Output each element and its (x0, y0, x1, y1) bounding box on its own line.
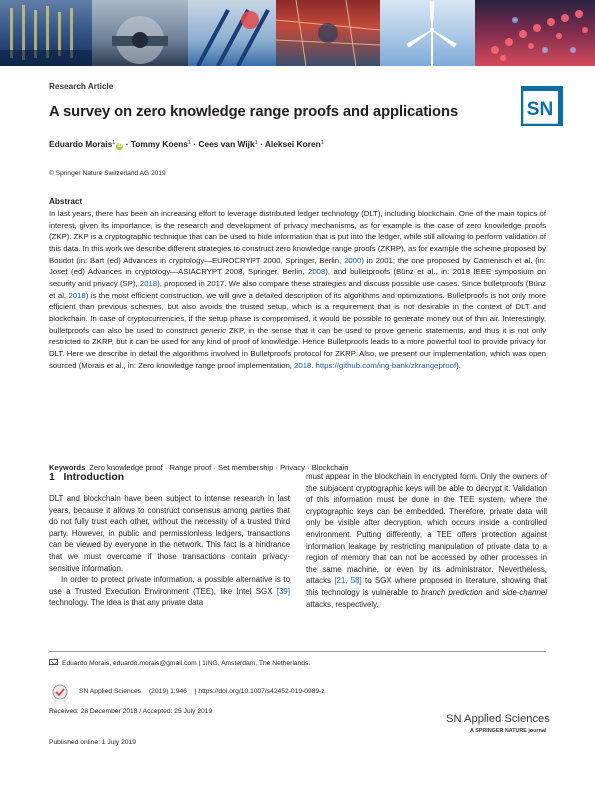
citation-link[interactable]: [21, 58] (334, 576, 362, 586)
doi-link[interactable]: | https://doi.org/10.1007/s42452-019-0989-z (194, 688, 325, 695)
author-name[interactable]: Aleksei Koren (264, 139, 321, 149)
keywords (49, 463, 348, 472)
abstract-heading: Abstract (49, 197, 83, 206)
citation-link[interactable]: 2000 (344, 255, 362, 265)
sn-journal-logo[interactable] (521, 86, 563, 126)
body-column-left (49, 493, 290, 609)
affiliation-note: 1ING, Amsterdam, The Netherlands. (202, 660, 311, 667)
paragraph: In order to protect private information, a possible alternative is to use a Trusted Execution Environment (TEE), like Intel SGX [39] technology. The idea is that any private data (49, 575, 290, 608)
corresponding-author-footnote: Eduardo Morais, eduardo.morais@gmail.com | 1ING, Amsterdam, The Netherlands. (49, 659, 310, 667)
banner-image-machine (92, 0, 188, 66)
banner-image-molecules (475, 0, 595, 66)
paragraph: must appear in the blockchain in encrypted form. Only the owners of the subjacent cryptographic keys will be able to decrypt it. Validation of this information must be done in the TEE system, where the cryptographic keys can be embedded. Therefore, private data will only be visible after decryption, which occurs inside a controlled environment. Putting differently, a TEE offers protection against information leakage by restricting manipulation of private data to a region of memory that can not be accessed by other processes in the same machine, or even by its administrator. Nevertheless, attacks [21, 58] to SGX where proposed in literature, showing that this technology is vulnerable to branch prediction and side-channel attacks, respectively. (306, 472, 547, 609)
received-accepted-dates: Received: 28 December 2018 / Accepted: 25 July 2019 (49, 708, 213, 715)
banner-image-lab (0, 0, 92, 66)
envelope-icon (49, 659, 58, 665)
affiliation-marker: 1 (254, 140, 258, 146)
citation-line (79, 688, 331, 695)
banner-image-pipes (188, 0, 276, 66)
github-link[interactable]: https://github.com/ing-bank/zkrangeproof (315, 360, 457, 370)
affiliation-marker: 1 (112, 140, 116, 146)
citation-link[interactable]: 2018 (294, 360, 312, 370)
abstract-body: In last years, there has been an increasing effort to leverage distributed ledger technology (DLT), including blockchain. One of the main topics of interest, given its importance, is the research and development of privacy mechanisms, as for example is the case of zero knowledge proofs (ZKP). ZKP is a cryptographic technique that can be used to hide information that is put into the ledger, while still allowing to perform validation of this data. In this work we describe different strategies to construct zero knowledge range proofs (ZKRP), as for example the scheme proposed by Boudot (in: Bart (ed) Advances in cryptology—EUROCRYPT 2000, Springer, Berlin, 2000) in 2001; the one proposed by Camenisch et al. (in: Josef (ed) Advances in cryptology—ASIACRYPT 2008, Springer, Berlin, 2008), and bulletproofs (Bünz et al., in: 2018 IEEE symposium on security and privacy (SP), 2018), proposed in 2017. We also compare these strategies and discuss possible use cases. Since bulletproofs (Bünz et al. 2018) is the most efficient construction, we will give a detailed description of its algorithms and optimizations. Bulletproofs is not only more efficient than previous schemes, but also avoids the trusted setup, which is a requirement that is not desirable in the context of DLT and blockchain. In case of cryptocurrencies, if the setup phase is compromised, it would be possible to generate money out of thin air. Interestingly, bulletproofs can also be used to construct generic ZKP, in the sense that it can be used to prove generic statements, and thus it is not only restricted to ZKRP, but it can be used for any kind of proof of knowledge. Hence Bulletproofs leads to a more powerful tool to provide privacy for DLT. Here we describe in detail the algorithms involved in Bulletproofs protocol for ZKRP. Also, we present our implementation, which was open sourced (Morais et al., in: Zero knowledge range proof implementation, 2018. https://github.com/ing-bank/zkrangeproof). (49, 209, 547, 370)
header-banner (0, 0, 595, 66)
author-separator: · (260, 139, 263, 149)
check-for-updates-icon[interactable] (49, 683, 71, 705)
publisher-line: A SPRINGER NATURE journal (470, 728, 547, 734)
paper-title: A survey on zero knowledge range proofs and applications (49, 104, 459, 120)
body-column-right (306, 471, 547, 610)
author-name[interactable]: Eduardo Morais (49, 139, 113, 149)
published-online-date: Published online: 1 July 2019 (49, 739, 136, 746)
author-name[interactable]: Cees van Wijk (198, 139, 255, 149)
keywords-label: Keywords (49, 463, 86, 472)
author-email[interactable]: Eduardo Morais, eduardo.morais@gmail.com (62, 660, 197, 667)
author-separator: · (193, 139, 197, 149)
citation-link[interactable]: 2018 (139, 278, 158, 288)
svg-text:SN: SN (526, 99, 554, 120)
author-list (49, 139, 324, 150)
citation-link[interactable]: 2018 (68, 290, 86, 300)
citation-link[interactable]: [39] (276, 586, 290, 596)
citation-link[interactable]: 2008 (308, 267, 326, 277)
affiliation-marker: 1 (187, 140, 191, 146)
journal-volume: (2019) 1:946 (148, 688, 187, 695)
banner-image-circuit (276, 0, 380, 66)
journal-name: SN Applied Sciences (79, 688, 142, 695)
orcid-icon[interactable]: iD (117, 143, 123, 149)
journal-brand: SN Applied Sciences (446, 713, 550, 725)
banner-image-wind-turbine (380, 0, 475, 66)
affiliation-marker: 1 (320, 140, 324, 146)
footnote-divider (49, 651, 546, 652)
keywords-list: Zero knowledge proof · Range proof · Set membership · Privacy · Blockchain (89, 463, 349, 472)
section-heading: 1 Introduction (49, 472, 125, 483)
author-name[interactable]: Tommy Koens (130, 139, 188, 149)
copyright-notice: © Springer Nature Switzerland AG 2019 (49, 170, 166, 177)
paragraph: DLT and blockchain have been subject to intense research in last years, because it allows to construct consensus among parties that do not fully trust each other, without the necessity of a trusted third party. However, in public and permissionless ledgers, transactions can be viewed by everyone in the network. This fact is a hindrance that we must overcome if those transactions contain privacy-sensitive information. (49, 494, 290, 573)
author-separator: · (125, 139, 129, 149)
article-type: Research Article (49, 82, 114, 91)
